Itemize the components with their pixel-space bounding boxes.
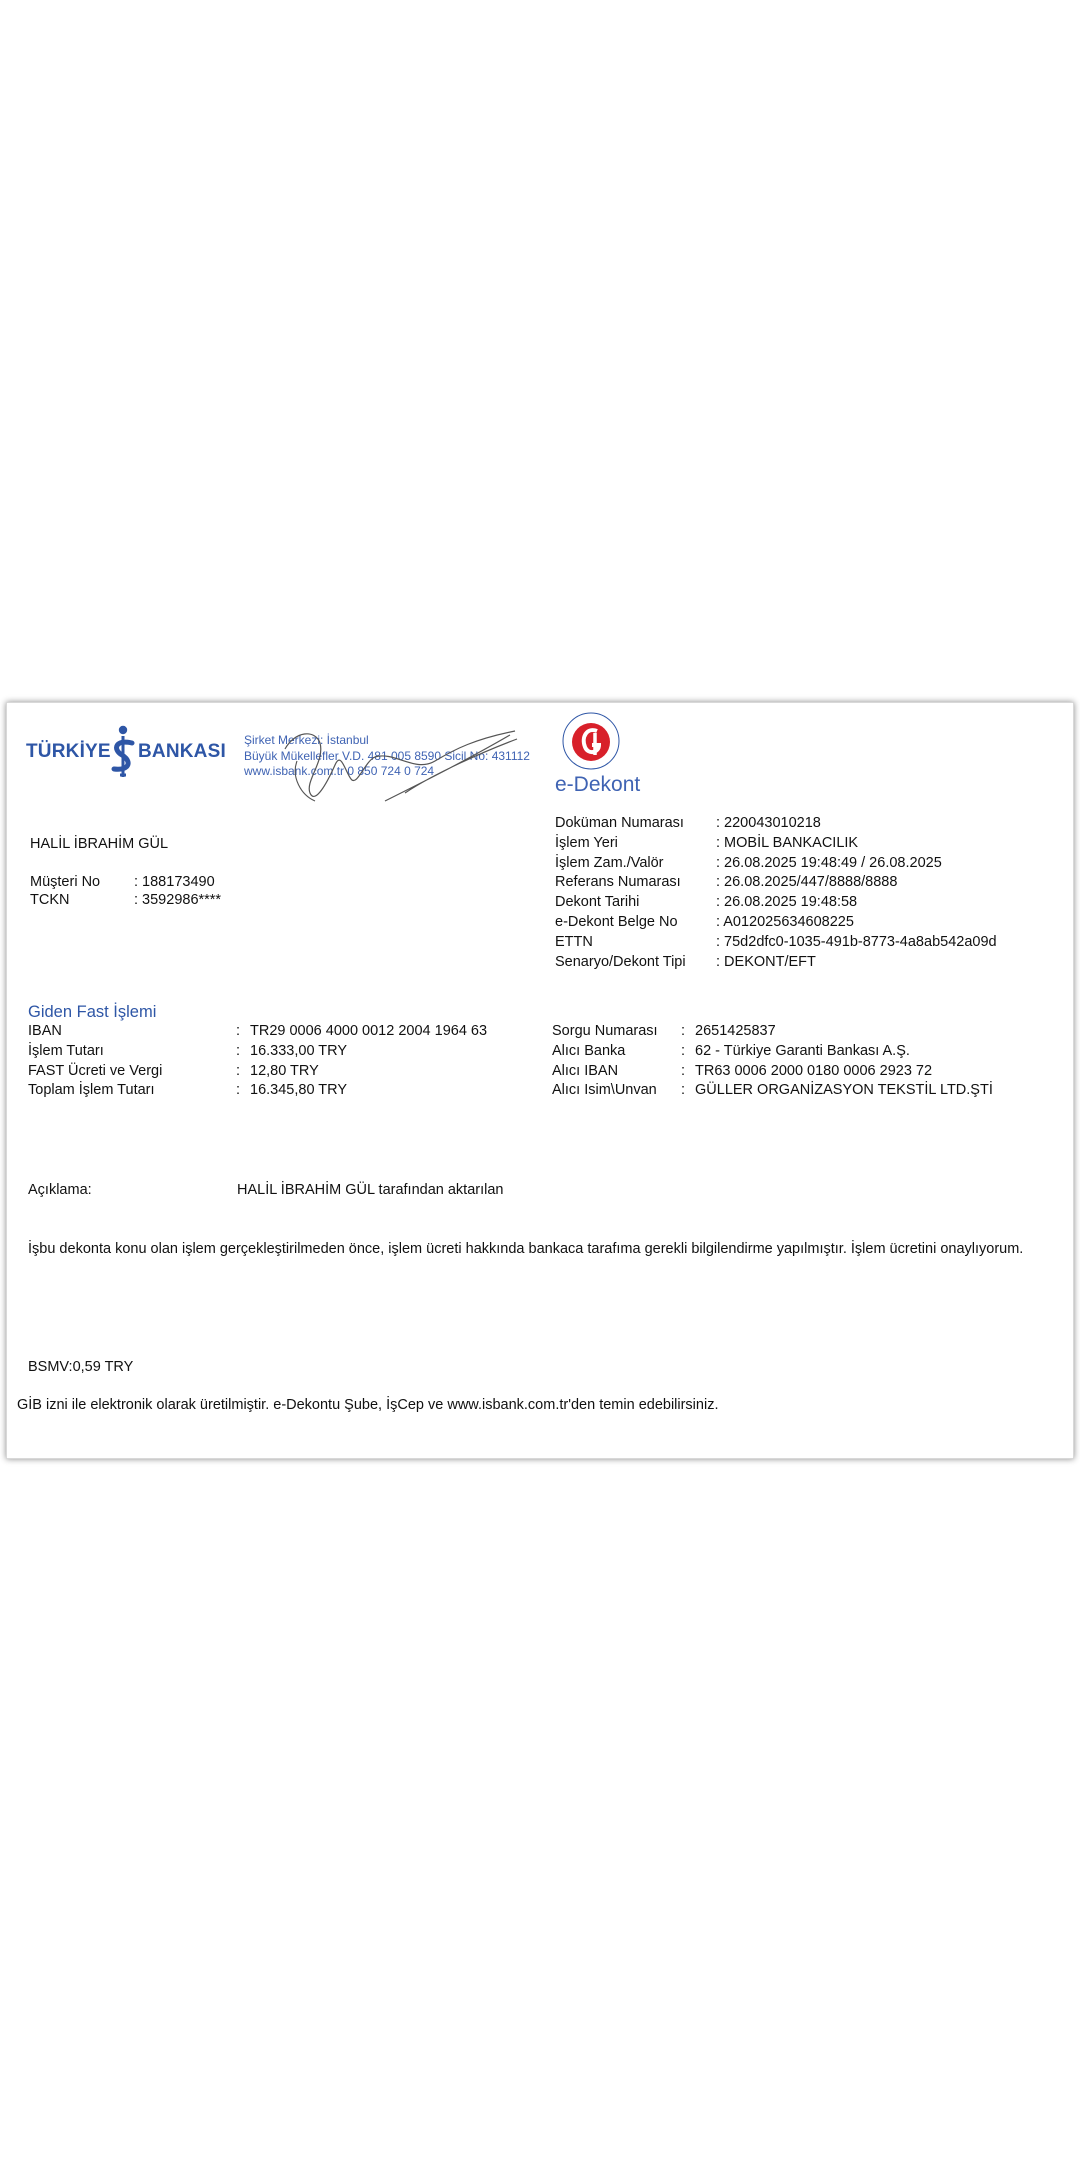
field-separator: : bbox=[681, 1082, 686, 1099]
transaction-row bbox=[552, 1022, 993, 1042]
field-label: İşlem Zam./Valör bbox=[555, 854, 664, 871]
transaction-right bbox=[552, 1022, 993, 1101]
doc-info-row bbox=[555, 953, 997, 973]
field-label: Alıcı IBAN bbox=[552, 1062, 619, 1079]
field-separator: : bbox=[236, 1023, 241, 1039]
field-separator: : bbox=[681, 1023, 686, 1039]
isbank-logo bbox=[26, 723, 234, 783]
doc-info-row bbox=[555, 933, 997, 953]
field-separator: : bbox=[236, 1042, 241, 1059]
logo-text-right: BANKASI bbox=[138, 741, 226, 762]
doc-info-row bbox=[555, 834, 997, 854]
field-value: : 220043010218 bbox=[716, 815, 821, 831]
field-value: : 26.08.2025 19:48:49 / 26.08.2025 bbox=[716, 854, 942, 871]
description-label: Açıklama: bbox=[28, 1182, 92, 1198]
transaction-row bbox=[552, 1042, 993, 1062]
bsmv-text: BSMV:0,59 TRY bbox=[28, 1359, 134, 1375]
field-label: İşlem Tutarı bbox=[28, 1042, 104, 1059]
field-label: İşlem Yeri bbox=[555, 834, 618, 851]
document-info bbox=[555, 814, 997, 972]
field-value: : MOBİL BANKACILIK bbox=[716, 834, 859, 851]
field-value: : A012025634608225 bbox=[716, 913, 854, 930]
field-label: FAST Ücreti ve Vergi bbox=[28, 1062, 163, 1079]
field-label: ETTN bbox=[555, 933, 593, 950]
transaction-left bbox=[28, 1022, 487, 1101]
field-value: : 75d2dfc0-1035-491b-8773-4a8ab542a09d bbox=[716, 933, 997, 950]
customer-fields bbox=[30, 873, 221, 909]
receipt-document bbox=[6, 702, 1074, 1459]
hq-line: Şirket Merkezi: İstanbul bbox=[244, 733, 369, 747]
customer-field-row bbox=[30, 873, 221, 891]
field-label: TCKN bbox=[30, 892, 70, 908]
gib-seal-icon bbox=[561, 711, 621, 771]
field-value: 2651425837 bbox=[695, 1023, 776, 1039]
field-label: Alıcı Banka bbox=[552, 1042, 626, 1059]
field-value: : 3592986**** bbox=[134, 892, 222, 908]
field-value: 16.345,80 TRY bbox=[250, 1082, 348, 1099]
field-label: Alıcı Isim\Unvan bbox=[552, 1082, 657, 1099]
field-label: Referans Numarası bbox=[555, 874, 681, 891]
field-label: Doküman Numarası bbox=[555, 815, 684, 831]
doc-info-row bbox=[555, 854, 997, 874]
doc-info-row bbox=[555, 913, 997, 933]
signature-graphic bbox=[265, 721, 535, 811]
transaction-row bbox=[28, 1062, 487, 1082]
doc-info-row bbox=[555, 814, 997, 834]
field-value: : DEKONT/EFT bbox=[716, 953, 816, 970]
doc-info-row bbox=[555, 873, 997, 893]
field-value: GÜLLER ORGANİZASYON TEKSTİL LTD.ŞTİ bbox=[695, 1082, 993, 1099]
consent-text: İşbu dekonta konu olan işlem gerçekleştirilmeden önce, işlem ücreti hakkında bankaca tarafıma gerekli bilgilendirme yapılmıştır. İşlem ücretini onaylıyorum. bbox=[28, 1241, 1024, 1257]
edekont-title: e-Dekont bbox=[555, 773, 641, 796]
field-value: : 26.08.2025/447/8888/8888 bbox=[716, 874, 898, 891]
transaction-row bbox=[28, 1022, 487, 1042]
bank-emblem-icon bbox=[110, 725, 136, 781]
field-value: 12,80 TRY bbox=[250, 1062, 319, 1079]
field-value: : 26.08.2025 19:48:58 bbox=[716, 894, 858, 911]
field-value: TR29 0006 4000 0012 2004 1964 63 bbox=[250, 1023, 488, 1039]
transaction-row bbox=[28, 1042, 487, 1062]
field-value: TR63 0006 2000 0180 0006 2923 72 bbox=[695, 1062, 933, 1079]
description-value: HALİL İBRAHİM GÜL tarafından aktarılan bbox=[237, 1182, 504, 1198]
field-label: Sorgu Numarası bbox=[552, 1023, 658, 1039]
field-label: Senaryo/Dekont Tipi bbox=[555, 953, 686, 970]
field-value: : 188173490 bbox=[134, 874, 215, 890]
field-label: Toplam İşlem Tutarı bbox=[28, 1082, 155, 1099]
doc-info-row bbox=[555, 893, 997, 913]
transaction-row bbox=[552, 1062, 993, 1082]
field-separator: : bbox=[681, 1042, 686, 1059]
transaction-row bbox=[28, 1081, 487, 1101]
transaction-title: Giden Fast İşlemi bbox=[28, 1003, 157, 1021]
customer-field-row bbox=[30, 891, 221, 909]
hq-line: Büyük Mükellefler V.D. 481 005 8590 Sicil No: 431112 bbox=[244, 748, 530, 763]
field-separator: : bbox=[681, 1062, 686, 1079]
logo-text-left: TÜRKİYE bbox=[26, 741, 111, 762]
field-value: 16.333,00 TRY bbox=[250, 1042, 348, 1059]
footer-text: GİB izni ile elektronik olarak üretilmiştir. e-Dekontu Şube, İşCep ve www.isbank.com.tr'den temin edebilirsiniz. bbox=[17, 1397, 719, 1413]
field-label: IBAN bbox=[28, 1023, 62, 1039]
field-label: Müşteri No bbox=[30, 874, 101, 890]
field-label: e-Dekont Belge No bbox=[555, 913, 678, 930]
transaction-row bbox=[552, 1081, 993, 1101]
field-value: 62 - Türkiye Garanti Bankası A.Ş. bbox=[695, 1042, 910, 1059]
field-separator: : bbox=[236, 1082, 241, 1099]
field-label: Dekont Tarihi bbox=[555, 894, 640, 911]
hq-line: www.isbank.com.tr 0 850 724 0 724 bbox=[244, 764, 435, 778]
customer-name: HALİL İBRAHİM GÜL bbox=[30, 836, 169, 852]
field-separator: : bbox=[236, 1062, 241, 1079]
